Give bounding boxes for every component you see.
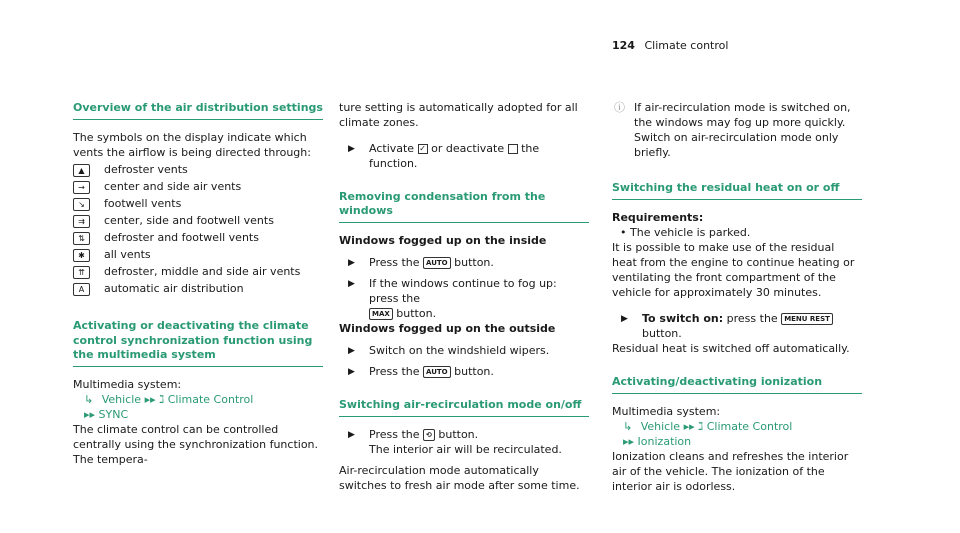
step-inside-2: [339, 277, 589, 322]
page-number: 124: [612, 39, 635, 52]
symbol-label: defroster and footwell vents: [104, 231, 259, 245]
menu-path-sub: [612, 435, 862, 450]
info-note: [612, 101, 862, 161]
info-text: If air-recirculation mode is switched on, the windows may fog up more quickly. Switch on air-recirculation mode only briefly.: [634, 101, 851, 159]
step-switch-on: [612, 312, 862, 342]
section-title-sync: Activating or deactivating the climate control synchronization function using the multimedia system: [73, 319, 323, 367]
step-text: or deactivate: [431, 141, 505, 155]
recirculation-button-icon: ⟲: [423, 429, 435, 441]
column-2: [339, 101, 589, 494]
symbol-label: defroster, middle and side air vents: [104, 265, 301, 279]
auto-distribution-icon: A: [73, 283, 90, 296]
sync-description-continued: ture setting is automatically adopted for all climate zones.: [339, 101, 578, 129]
center-side-footwell-vents-icon: ⇉: [73, 215, 90, 228]
step-outside-1: [339, 344, 589, 359]
section-title-ionization: Activating/deactivating ionization: [612, 375, 862, 394]
symbol-row: [73, 231, 323, 248]
step-result: The interior air will be recirculated.: [369, 443, 562, 457]
section-title-condensation: Removing condensation from the windows: [339, 190, 589, 224]
menu-path: [73, 393, 323, 408]
step-text: button.: [438, 428, 479, 442]
path-start-icon: ↳: [84, 393, 94, 407]
symbol-row: [73, 214, 323, 231]
residual-off-note: Residual heat is switched off automatically.: [612, 341, 850, 355]
column-3: [612, 101, 862, 495]
step-arrow-icon: ▶: [348, 346, 355, 357]
residual-heat-description: It is possible to make use of the residual heat from the engine to continue heating or ventilating the front compartment of the vehicle for approximately 30 minutes.: [612, 241, 855, 299]
section-title-residual-heat: Switching the residual heat on or off: [612, 181, 862, 200]
menu-path-vehicle[interactable]: Vehicle: [101, 393, 142, 407]
step-text: button.: [454, 256, 494, 270]
step-text: button.: [454, 365, 494, 379]
symbol-row: [73, 265, 323, 282]
step-arrow-icon: ▶: [348, 143, 355, 154]
inside-heading: Windows fogged up on the inside: [339, 234, 547, 248]
auto-button-icon: AUTO: [423, 257, 451, 269]
step-recirc: [339, 428, 589, 458]
checkbox-checked-icon: ✓: [419, 143, 426, 153]
step-text: Press the: [369, 365, 420, 379]
symbol-label: automatic air distribution: [104, 282, 244, 296]
step-text: Press the: [369, 256, 420, 270]
menu-path-ionization[interactable]: Ionization: [637, 434, 692, 448]
recirc-description: Air-recirculation mode automatically switches to fresh air mode after some time.: [339, 464, 580, 493]
step-text: button.: [642, 326, 682, 340]
section-title-recirculation: Switching air-recirculation mode on/off: [339, 398, 589, 417]
climate-control-icon: ℷ: [698, 419, 704, 433]
step-arrow-icon: ▶: [621, 313, 628, 324]
ionization-description: Ionization cleans and refreshes the interior air of the vehicle. The ionization of the interior air is odorless.: [612, 449, 849, 493]
symbol-label: all vents: [104, 248, 151, 262]
auto-button-icon: AUTO: [423, 366, 451, 378]
menu-path-vehicle[interactable]: Vehicle: [640, 419, 681, 433]
path-start-icon: ↳: [623, 419, 633, 433]
info-icon: ⓘ: [614, 101, 625, 114]
path-arrow-icon: ▸▸: [623, 434, 638, 448]
step-arrow-icon: ▶: [348, 258, 355, 269]
all-vents-icon: ✱: [73, 249, 90, 262]
step-activate: [339, 142, 589, 172]
bullet-icon: •: [620, 226, 627, 240]
symbol-row: [73, 180, 323, 197]
column-1: [73, 101, 323, 468]
page-header-title: Climate control: [644, 39, 729, 52]
requirements-heading: Requirements:: [612, 211, 704, 225]
step-inside-1: [339, 256, 589, 271]
symbol-list: [73, 163, 323, 299]
max-defrost-button-icon: MAX: [369, 308, 393, 320]
air-distribution-intro: The symbols on the display indicate which vents the airflow is being directed through:: [73, 131, 311, 160]
step-arrow-icon: ▶: [348, 279, 355, 290]
symbol-label: center and side air vents: [104, 180, 242, 194]
step-text: If the windows continue to fog up: press the: [369, 277, 557, 306]
center-side-vents-icon: →: [73, 181, 90, 194]
step-text: press the: [726, 311, 778, 325]
footwell-vents-icon: ↘: [73, 198, 90, 211]
step-text: button.: [396, 307, 437, 321]
symbol-row: [73, 282, 323, 299]
step-text: Switch on the windshield wipers.: [369, 344, 550, 358]
climate-control-icon: ℷ: [159, 393, 165, 407]
defroster-middle-side-vents-icon: ⇈: [73, 266, 90, 279]
symbol-label: defroster vents: [104, 163, 188, 177]
defroster-vents-icon: ▲: [73, 164, 90, 177]
defroster-footwell-vents-icon: ⇅: [73, 232, 90, 245]
symbol-row: [73, 248, 323, 265]
step-outside-2: [339, 365, 589, 380]
multimedia-system-label: Multimedia system:: [612, 404, 721, 418]
page-header: [612, 39, 728, 54]
menu-path-climate-control[interactable]: Climate Control: [706, 419, 793, 433]
multimedia-system-label: Multimedia system:: [73, 378, 182, 392]
requirement-item: [612, 226, 862, 241]
path-arrow-icon: ▸▸: [683, 419, 699, 433]
symbol-label: footwell vents: [104, 197, 182, 211]
step-text: the function.: [369, 141, 540, 170]
menu-path: [612, 420, 862, 435]
sync-description: The climate control can be controlled centrally using the synchronization function. The tempera-: [73, 422, 319, 466]
step-text: Press the: [369, 428, 420, 442]
menu-path-sub: [73, 408, 323, 423]
outside-heading: Windows fogged up on the outside: [339, 322, 556, 336]
step-arrow-icon: ▶: [348, 430, 355, 441]
menu-path-climate-control[interactable]: Climate Control: [167, 393, 254, 407]
step-arrow-icon: ▶: [348, 367, 355, 378]
requirement-text: The vehicle is parked.: [630, 226, 751, 240]
path-arrow-icon: ▸▸: [84, 408, 99, 421]
menu-path-sync[interactable]: SYNC: [98, 408, 129, 421]
menu-rest-button-icon: MENU REST: [781, 313, 833, 325]
step-text: Activate: [369, 141, 415, 155]
checkbox-empty-icon: [508, 144, 518, 154]
symbol-row: [73, 163, 323, 180]
symbol-label: center, side and footwell vents: [104, 214, 274, 228]
symbol-row: [73, 197, 323, 214]
path-arrow-icon: ▸▸: [144, 393, 160, 407]
step-label: To switch on:: [642, 311, 724, 325]
section-title-air-distribution: Overview of the air distribution settings: [73, 101, 323, 120]
